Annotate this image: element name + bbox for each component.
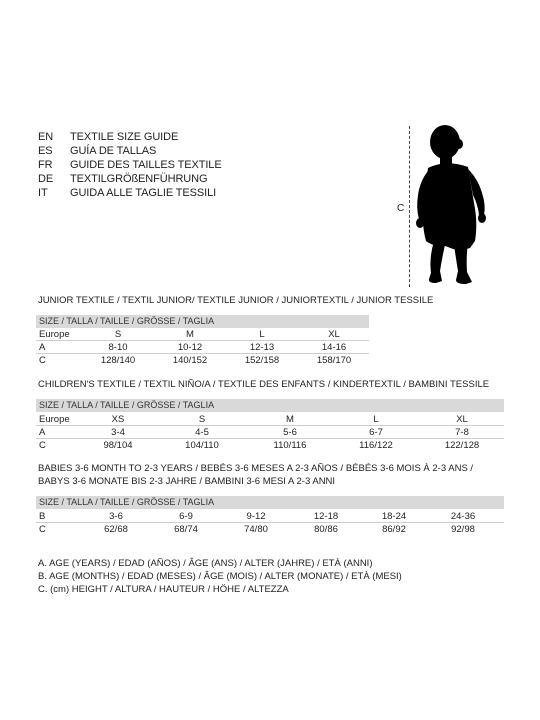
table-cell: 5-6	[283, 427, 297, 438]
babies-section-title: BABIES 3-6 MONTH TO 2-3 YEARS / BEBÉS 3-6 MESES A 2-3 AÑOS / BÉBÉS 3-6 MOIS À 2-3 ANS /	[38, 463, 474, 474]
junior-section-title: JUNIOR TEXTILE / TEXTIL JUNIOR/ TEXTILE JUNIOR / JUNIORTEXTIL / JUNIOR TESSILE	[38, 295, 434, 306]
table-cell: 24-36	[450, 511, 476, 522]
junior-size-header: SIZE / TALLA / TAILLE / GRÖSSE / TAGLIA	[36, 315, 369, 328]
lang-title: TEXTILGRÖßENFÜHRUNG	[70, 173, 208, 185]
table-cell: 7-8	[455, 427, 469, 438]
table-row	[36, 439, 504, 452]
table-cell: XS	[111, 414, 125, 425]
table-cell: 8-10	[108, 342, 128, 353]
row-label: C	[39, 440, 46, 451]
lang-title: GUIDE DES TAILLES TEXTILE	[70, 159, 222, 171]
lang-code: ES	[38, 145, 53, 157]
table-cell: 68/74	[174, 524, 198, 535]
table-cell: M	[186, 329, 194, 340]
row-label: Europe	[39, 414, 70, 425]
legend-age-years: A. AGE (YEARS) / EDAD (AÑOS) / ÂGE (ANS) / ALTER (JAHRE) / ETÀ (ANNI)	[38, 558, 373, 569]
table-cell: 3-4	[111, 427, 125, 438]
table-cell: 6-9	[179, 511, 193, 522]
table-cell: 18-24	[381, 511, 407, 522]
children-section-title: CHILDREN'S TEXTILE / TEXTIL NIÑO/A / TEXTILE DES ENFANTS / KINDERTEXTIL / BAMBINI TESSILE	[38, 379, 490, 390]
table-cell: 9-12	[246, 511, 266, 522]
table-cell: 10-12	[177, 342, 203, 353]
table-cell: 152/158	[244, 355, 280, 366]
table-cell: XL	[456, 414, 468, 425]
table-row	[36, 426, 504, 439]
table-row	[36, 523, 504, 536]
table-cell: L	[373, 414, 379, 425]
table-cell: 92/98	[451, 524, 475, 535]
row-label: C	[39, 524, 46, 535]
table-cell: XL	[328, 329, 340, 340]
table-row	[36, 354, 369, 367]
table-cell: 74/80	[244, 524, 268, 535]
table-cell: 104/110	[185, 440, 219, 451]
table-cell: 116/122	[359, 440, 393, 451]
table-cell: 140/152	[172, 355, 208, 366]
child-silhouette-icon	[412, 123, 492, 286]
table-row	[36, 510, 504, 523]
table-cell: 62/68	[104, 524, 128, 535]
lang-title: TEXTILE SIZE GUIDE	[70, 131, 179, 143]
lang-code: DE	[38, 173, 54, 185]
table-cell: S	[114, 329, 122, 340]
table-cell: S	[198, 414, 206, 425]
height-measure-line	[409, 126, 410, 287]
babies-size-header: SIZE / TALLA / TAILLE / GRÖSSE / TAGLIA	[36, 496, 504, 509]
table-cell: 110/116	[273, 440, 307, 451]
row-label: A	[39, 342, 46, 353]
table-cell: 122/128	[444, 440, 480, 451]
legend-age-months: B. AGE (MONTHS) / EDAD (MESES) / ÂGE (MOIS) / ALTER (MONATE) / ETÀ (MESI)	[38, 571, 402, 582]
table-cell: 12-13	[249, 342, 275, 353]
table-row	[36, 328, 369, 341]
table-cell: 158/170	[316, 355, 352, 366]
babies-section-title-line2: BABYS 3-6 MONATE BIS 2-3 JAHRE / BAMBINI 3-6 MESI A 2-3 ANNI	[38, 476, 336, 487]
row-label: A	[39, 427, 46, 438]
lang-code: IT	[38, 187, 48, 199]
table-cell: 80/86	[314, 524, 338, 535]
table-cell: 12-18	[313, 511, 339, 522]
table-row	[36, 413, 504, 426]
lang-title: GUÍA DE TALLAS	[70, 145, 157, 157]
table-cell: 6-7	[369, 427, 383, 438]
table-cell: M	[286, 414, 294, 425]
row-label: C	[39, 355, 46, 366]
table-cell: 128/140	[100, 355, 136, 366]
table-cell: 3-6	[109, 511, 123, 522]
lang-code: EN	[38, 131, 54, 143]
row-label: B	[39, 511, 46, 522]
table-cell: 14-16	[321, 342, 347, 353]
table-cell: L	[259, 329, 265, 340]
table-cell: 98/104	[103, 440, 133, 451]
table-cell: 4-5	[195, 427, 209, 438]
table-cell: 86/92	[382, 524, 406, 535]
legend-height: C. (cm) HEIGHT / ALTURA / HAUTEUR / HÖHE / ALTEZZA	[38, 584, 289, 595]
row-label: Europe	[39, 329, 70, 340]
lang-title: GUIDA ALLE TAGLIE TESSILI	[70, 187, 217, 199]
children-size-header: SIZE / TALLA / TAILLE / GRÖSSE / TAGLIA	[36, 399, 504, 412]
height-measure-label: C	[397, 203, 405, 214]
lang-code: FR	[38, 159, 53, 171]
table-row	[36, 341, 369, 354]
